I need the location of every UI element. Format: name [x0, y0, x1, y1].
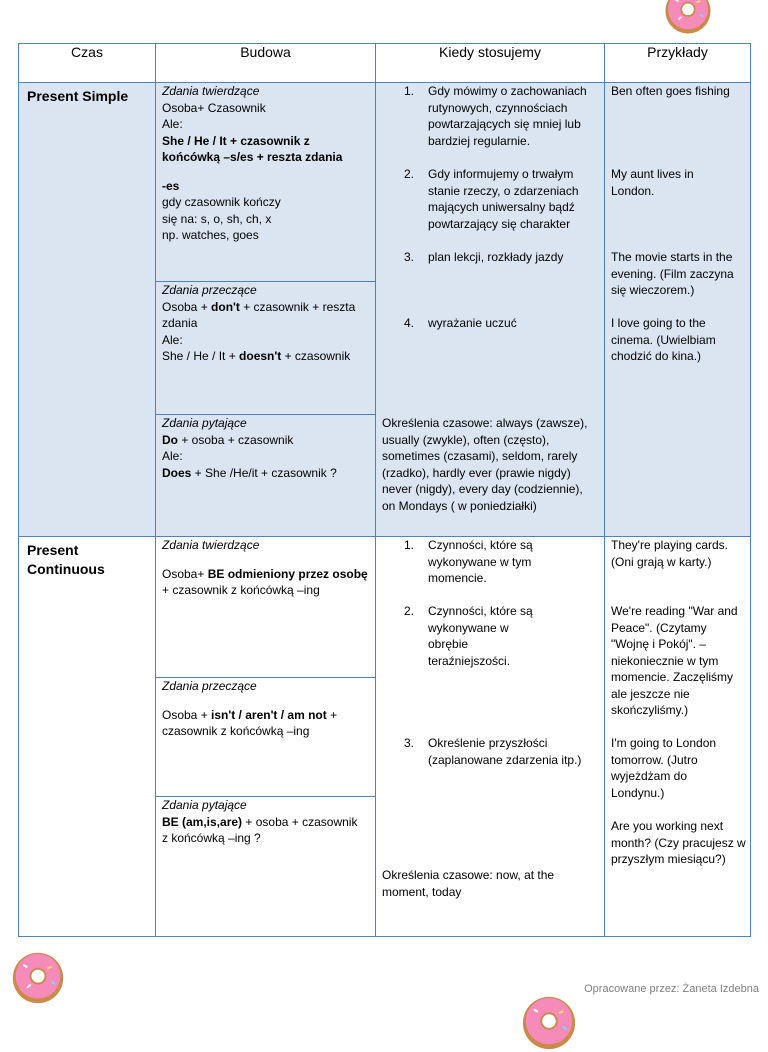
text-line [162, 814, 369, 831]
example: We're reading "War and Peace". (Czytamy "Wojnę i Pokój". – niekoniecznie w tym momencie. Zaczęliśmy ale jeszcze nie skończyliśmy.) [611, 604, 738, 717]
list-text: Określenie przyszłości (zaplanowane zdarzenia itp.) [428, 736, 582, 767]
text-span: + [326, 707, 338, 722]
time-expressions: Określenia czasowe: now, at the moment, today [382, 868, 555, 899]
text-span: BE (am,is,are) [162, 814, 243, 829]
list-number: 1. [404, 84, 415, 98]
section-title: Zdania przeczące [162, 679, 257, 693]
header-czas: Czas [19, 44, 156, 83]
header-przyklady: Przykłady [605, 44, 751, 83]
section-title: Zdania twierdzące [162, 84, 260, 98]
example: Ben often goes fishing [611, 84, 730, 98]
header-budowa: Budowa [156, 44, 376, 83]
example: My aunt lives in London. [611, 167, 694, 198]
text-span: Osoba + [162, 299, 212, 314]
grammar-table [18, 43, 751, 937]
list-item [382, 735, 600, 768]
simple-examples-cell [605, 83, 751, 537]
text-line: z końcówką –ing ? [162, 831, 261, 845]
list-number: 4. [404, 316, 415, 330]
text-line: She / He / It + czasownik z końcówką –s/es + reszta zdania [162, 133, 343, 164]
section-title: Zdania pytające [162, 416, 247, 430]
text-line: np. watches, goes [162, 228, 259, 242]
text-line: Ale: [162, 117, 183, 131]
example: I'm going to London tomorrow. (Jutro wyjeżdżam do Londynu.) [611, 736, 717, 800]
text-span: doesn't [239, 349, 282, 363]
tense-present-continuous: Present Continuous [19, 537, 156, 937]
text-line: + czasownik z końcówką –ing [162, 583, 320, 597]
example: I love going to the cinema. (Uwielbiam chodzić do kina.) [611, 316, 716, 363]
text-line [162, 707, 369, 724]
text-span: + She /He/it + czasownik ? [191, 465, 337, 480]
text-span: + osoba + czasownik [242, 814, 358, 829]
continuous-examples-cell [605, 537, 751, 937]
text-line: gdy czasownik kończy się na: s, o, sh, ch, x [162, 195, 281, 226]
author-footer: Opracowane przez: Żaneta Izdebna [584, 983, 759, 995]
text-line [162, 566, 369, 583]
text-line [162, 432, 369, 449]
text-span: don't [211, 299, 240, 314]
simple-affirmative-cell [156, 83, 376, 282]
example: Are you working next month? (Czy pracujesz w przyszłym miesiącu?) [611, 819, 746, 866]
section-title: Zdania pytające [162, 798, 247, 812]
donut-icon [8, 950, 68, 1006]
list-number: 1. [404, 538, 415, 552]
list-text: Czynności, które są wykonywane w tym momencie. [428, 538, 533, 585]
list-text: Gdy mówimy o zachowaniach rutynowych, czynnościach powtarzających się mniej lub bardziej regularnie. [428, 84, 587, 148]
text-span: She / He / It + [162, 349, 240, 363]
list-text: Gdy informujemy o trwałym stanie rzeczy, o zdarzeniach mających uniwersalny bądź powtarzający się charakter [428, 167, 579, 231]
text-line: -es [162, 178, 180, 193]
list-number: 2. [404, 167, 415, 181]
text-span: Osoba+ [162, 566, 208, 581]
text-line [162, 465, 369, 482]
text-span: BE odmieniony przez osobę [207, 566, 368, 581]
text-span: + czasownik [281, 349, 351, 363]
example: The movie starts in the evening. (Film zaczyna się wieczorem.) [611, 250, 734, 297]
example: They're playing cards. (Oni grają w karty.) [611, 538, 729, 569]
table-row [19, 83, 751, 282]
table-row [19, 537, 751, 678]
simple-negative-cell [156, 282, 376, 415]
table-header-row [19, 44, 751, 83]
text-line: Osoba+ Czasownik [162, 100, 266, 115]
time-expressions: Określenia czasowe: always (zawsze), usually (zwykle), often (często), sometimes (czasami), seldom, rarely (rzadko), hardly ever (prawie nigdy) never (nigdy), every day (codziennie), on Mondays ( w poniedziałki) [382, 416, 588, 513]
text-line: czasownik z końcówką –ing [162, 724, 310, 738]
text-line: Ale: [162, 332, 183, 347]
text-span: Osoba + [162, 707, 212, 722]
simple-usage-cell [376, 83, 605, 537]
continuous-affirmative-cell [156, 537, 376, 678]
text-span: + osoba + czasownik [178, 432, 294, 447]
simple-question-cell [156, 415, 376, 537]
donut-icon [520, 994, 578, 1052]
header-kiedy: Kiedy stosujemy [376, 44, 605, 83]
list-item [382, 249, 600, 266]
tense-present-simple: Present Simple [19, 83, 156, 537]
text-span: Does [162, 465, 192, 480]
continuous-negative-cell [156, 678, 376, 797]
list-text: Czynności, które są wykonywane w obrębie teraźniejszości. [428, 604, 533, 668]
list-item [382, 166, 600, 232]
list-text: wyrażanie uczuć [428, 316, 517, 330]
list-item [382, 537, 600, 587]
list-text: plan lekcji, rozkłady jazdy [428, 250, 564, 264]
list-item [382, 603, 600, 669]
text-span: isn't / aren't / am not [211, 707, 327, 722]
section-title: Zdania twierdzące [162, 538, 260, 552]
list-number: 3. [404, 250, 415, 264]
donut-icon [658, 0, 718, 36]
continuous-usage-cell [376, 537, 605, 937]
text-line: Ale: [162, 449, 183, 463]
text-span: Do [162, 432, 178, 447]
continuous-question-cell [156, 797, 376, 937]
text-span: + czasownik + reszta zdania [162, 299, 356, 330]
list-item [382, 83, 600, 149]
text-line [162, 299, 369, 332]
list-number: 2. [404, 604, 415, 618]
section-title: Zdania przeczące [162, 283, 257, 297]
list-item [382, 315, 600, 332]
list-number: 3. [404, 736, 415, 750]
text-line [162, 348, 369, 365]
